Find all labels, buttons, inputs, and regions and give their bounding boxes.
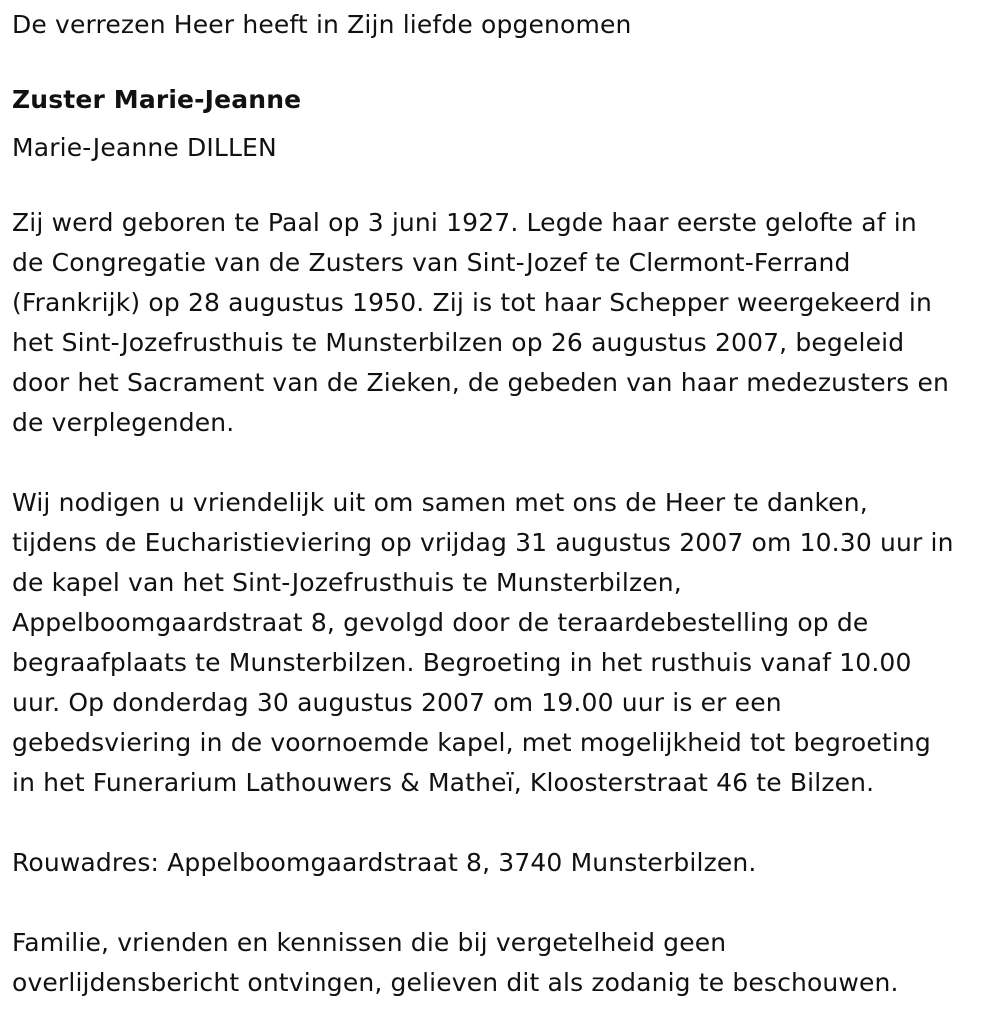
invitation-line: de kapel van het Sint-Jozefrusthuis te Munsterbilzen, <box>12 568 682 597</box>
invitation-paragraph <box>12 483 1000 803</box>
invitation-line: in het Funerarium Lathouwers & Matheï, Kloosterstraat 46 te Bilzen. <box>12 768 875 797</box>
bio-line: het Sint-Jozefrusthuis te Munsterbilzen op 26 augustus 2007, begeleid <box>12 328 905 357</box>
family-line: overlijdensbericht ontvingen, gelieven dit als zodanig te beschouwen. <box>12 968 899 997</box>
bio-line: de Congregatie van de Zusters van Sint-Jozef te Clermont-Ferrand <box>12 248 851 277</box>
notice-title: Zuster Marie-Jeanne <box>12 85 302 114</box>
family-paragraph <box>12 923 1000 1003</box>
invitation-line: begraafplaats te Munsterbilzen. Begroeting in het rusthuis vanaf 10.00 <box>12 648 912 677</box>
bio-line: Zij werd geboren te Paal op 3 juni 1927. Legde haar eerste gelofte af in <box>12 208 917 237</box>
intro-line: De verrezen Heer heeft in Zijn liefde opgenomen <box>12 10 632 39</box>
full-name: Marie-Jeanne DILLEN <box>12 133 277 162</box>
family-line: Familie, vrienden en kennissen die bij vergetelheid geen <box>12 928 727 957</box>
invitation-line: Wij nodigen u vriendelijk uit om samen met ons de Heer te danken, <box>12 488 868 517</box>
invitation-line: Appelboomgaardstraat 8, gevolgd door de teraardebestelling op de <box>12 608 869 637</box>
invitation-line: tijdens de Eucharistieviering op vrijdag 31 augustus 2007 om 10.30 uur in <box>12 528 954 557</box>
invitation-line: gebedsviering in de voornoemde kapel, met mogelijkheid tot begroeting <box>12 728 931 757</box>
bio-paragraph <box>12 203 1000 443</box>
mourning-address: Rouwadres: Appelboomgaardstraat 8, 3740 Munsterbilzen. <box>12 848 757 877</box>
bio-line: de verplegenden. <box>12 408 235 437</box>
bio-line: (Frankrijk) op 28 augustus 1950. Zij is tot haar Schepper weergekeerd in <box>12 288 933 317</box>
bio-line: door het Sacrament van de Zieken, de gebeden van haar medezusters en <box>12 368 949 397</box>
mourning-address-paragraph <box>12 843 1000 883</box>
invitation-line: uur. Op donderdag 30 augustus 2007 om 19.00 uur is er een <box>12 688 782 717</box>
